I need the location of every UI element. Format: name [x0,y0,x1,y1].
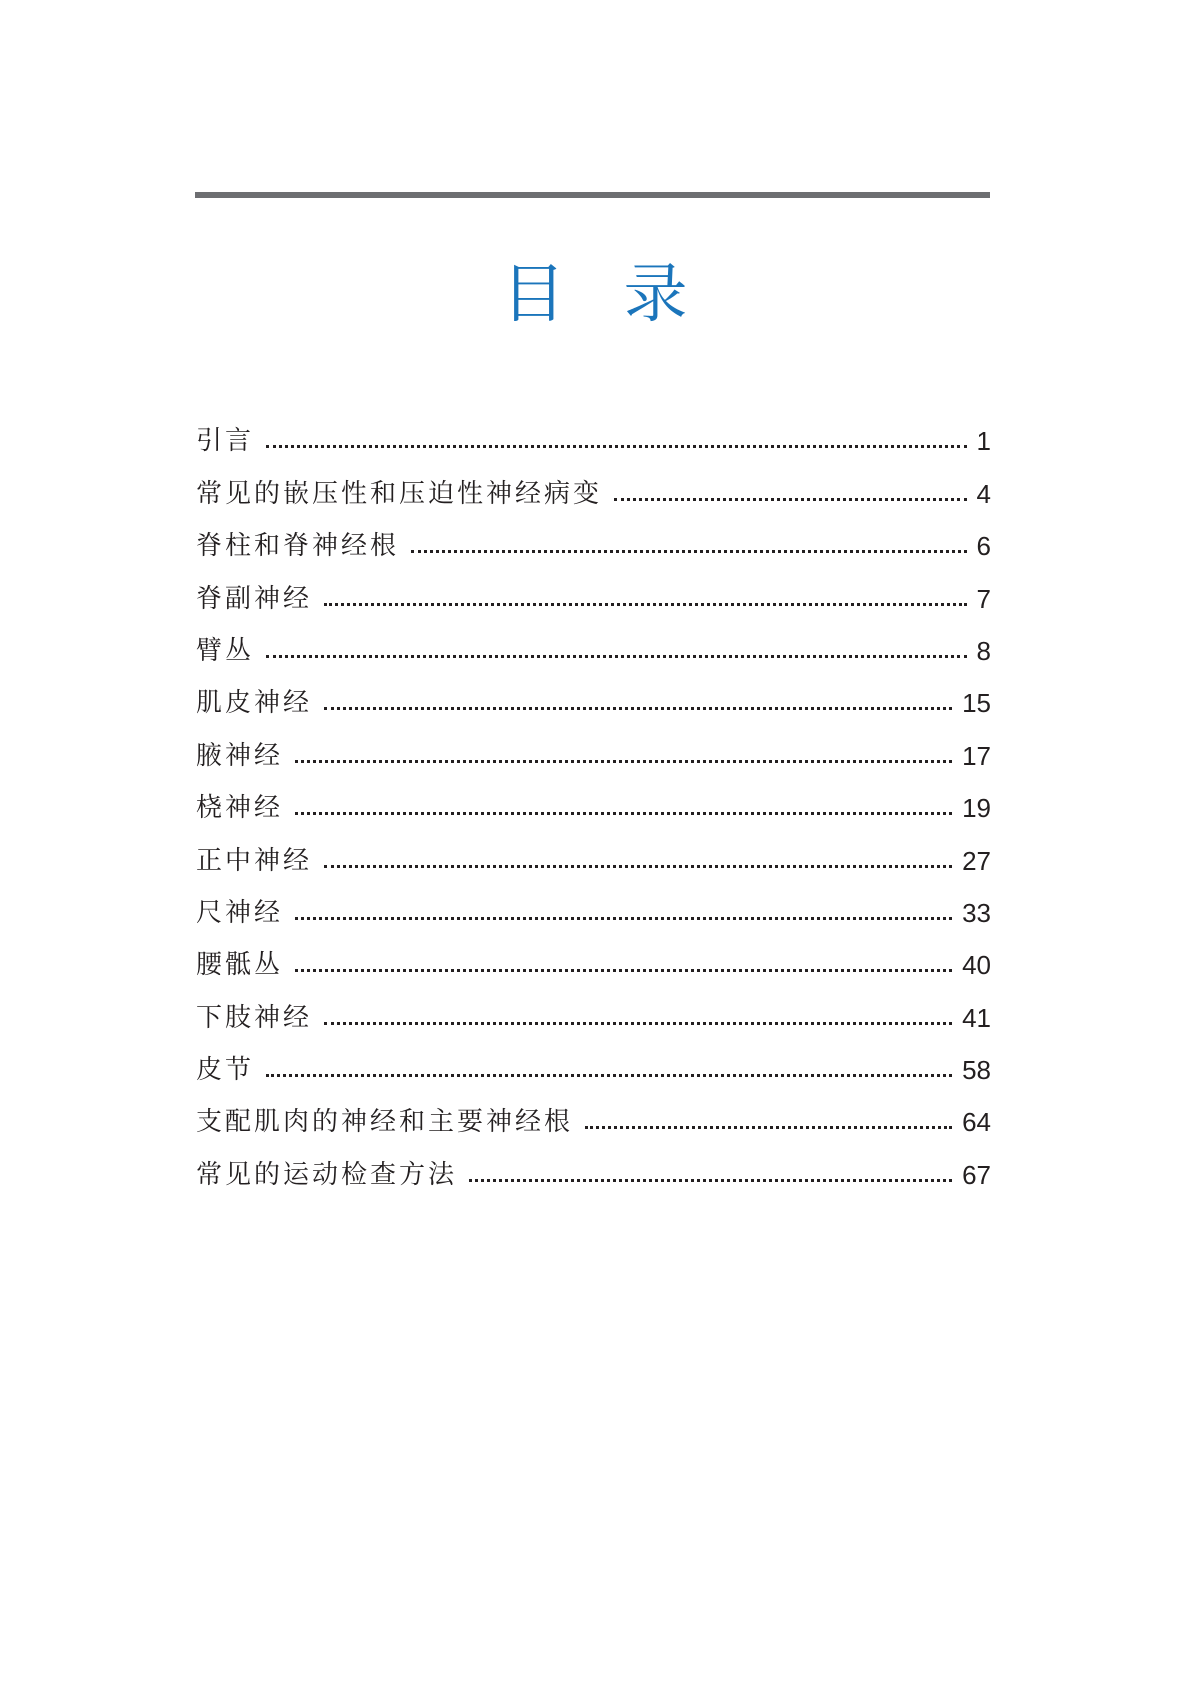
toc-entry[interactable] [196,981,991,1033]
toc-entry-page: 64 [962,1107,991,1138]
toc-entry-label: 腰骶丛 [196,950,284,981]
toc-entry[interactable] [196,929,991,981]
toc-entry-label: 尺神经 [196,897,284,928]
toc-entry[interactable] [196,667,991,719]
toc-entry[interactable] [196,877,991,929]
toc-entry-page: 1 [976,426,991,457]
toc-entry-label: 腋神经 [196,740,284,771]
toc-entry-page: 58 [962,1055,991,1086]
toc-entry-label: 下肢神经 [196,1002,313,1033]
toc-entry-label: 引言 [196,426,255,457]
toc-entry-label: 脊副神经 [196,583,313,614]
toc-entry-page: 40 [962,950,991,981]
toc-entry[interactable] [196,405,991,457]
toc-dot-leader [266,655,967,658]
toc-entry[interactable] [196,772,991,824]
toc-entry-label: 正中神经 [196,845,313,876]
toc-dot-leader [266,445,967,448]
toc-entry-label: 常见的运动检查方法 [196,1159,458,1190]
top-rule [195,192,990,198]
toc-entry-page: 8 [976,635,991,666]
toc-entry-page: 17 [962,740,991,771]
toc-entry-label: 臂丛 [196,635,255,666]
toc-entry-page: 27 [962,845,991,876]
page-title: 目录 [501,258,746,332]
toc-dot-leader [295,917,952,920]
toc-entry[interactable] [196,1138,991,1190]
toc-entry-page: 7 [976,583,991,614]
toc-entry-label: 桡神经 [196,793,284,824]
toc-entry-label: 脊柱和脊神经根 [196,531,400,562]
toc-entry[interactable] [196,562,991,614]
toc-dot-leader [324,603,967,606]
toc-dot-leader [585,1126,952,1129]
toc-entry[interactable] [196,1034,991,1086]
toc-entry[interactable] [196,824,991,876]
toc-dot-leader [411,550,967,553]
toc-entry[interactable] [196,719,991,771]
table-of-contents [196,405,991,1191]
toc-entry-page: 41 [962,1002,991,1033]
toc-dot-leader [324,865,952,868]
toc-entry-label: 支配肌肉的神经和主要神经根 [196,1107,574,1138]
toc-entry[interactable] [196,615,991,667]
toc-entry-label: 常见的嵌压性和压迫性神经病变 [196,478,603,509]
toc-dot-leader [324,1022,952,1025]
toc-dot-leader [469,1179,952,1182]
toc-entry[interactable] [196,457,991,509]
toc-entry[interactable] [196,1086,991,1138]
toc-dot-leader [295,969,952,972]
toc-entry-page: 4 [976,478,991,509]
toc-entry-label: 皮节 [196,1055,255,1086]
toc-entry-page: 33 [962,897,991,928]
toc-dot-leader [614,498,967,501]
toc-entry[interactable] [196,510,991,562]
toc-entry-page: 19 [962,793,991,824]
toc-entry-page: 67 [962,1159,991,1190]
toc-dot-leader [295,760,952,763]
toc-dot-leader [324,707,952,710]
toc-entry-label: 肌皮神经 [196,688,313,719]
toc-entry-page: 15 [962,688,991,719]
toc-dot-leader [295,812,952,815]
toc-dot-leader [266,1074,952,1077]
toc-entry-page: 6 [976,531,991,562]
